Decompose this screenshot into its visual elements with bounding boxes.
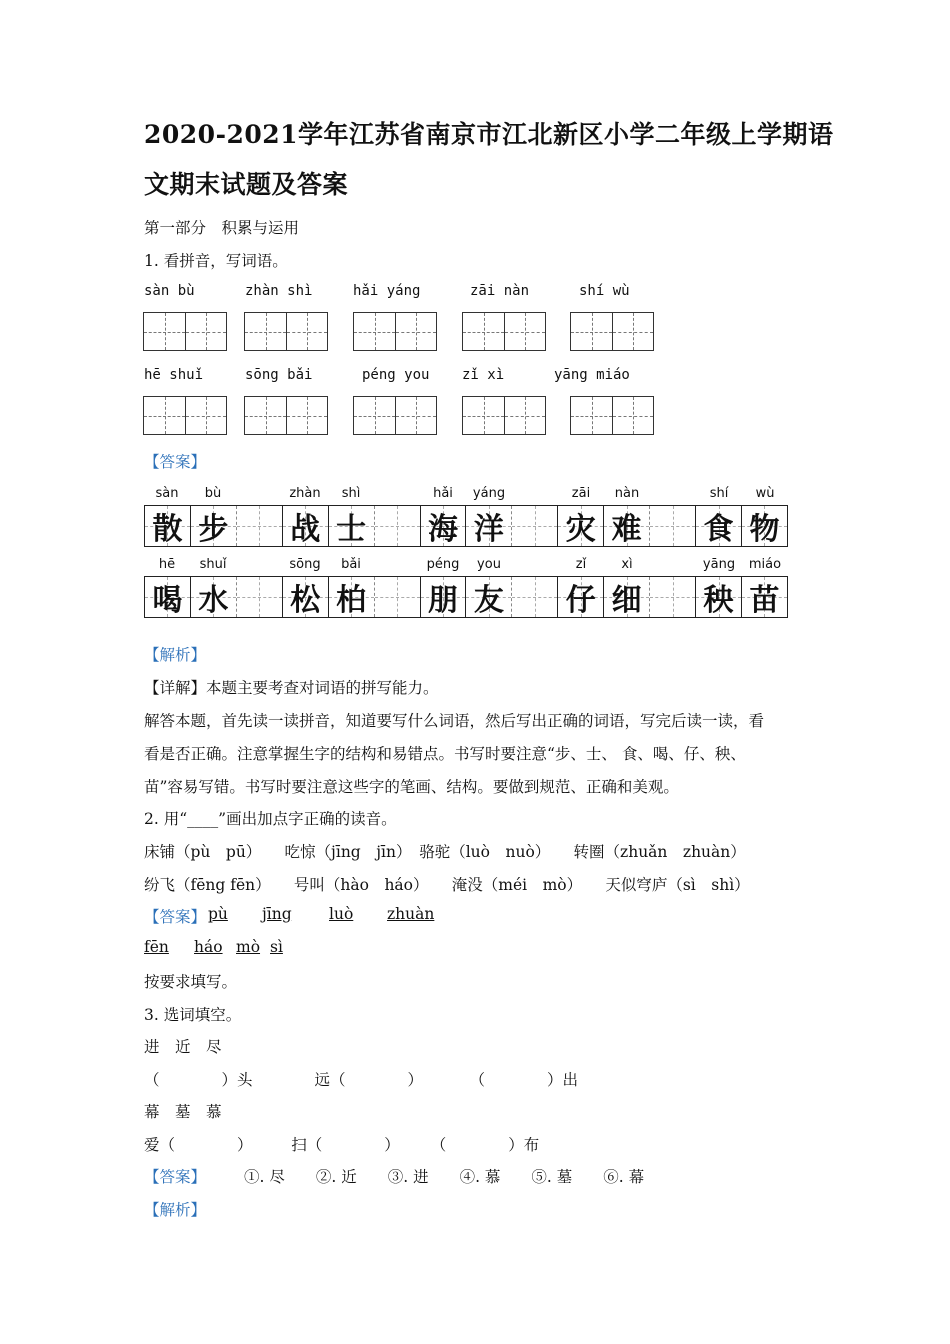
writing-grid	[462, 396, 546, 435]
answer-char: 松	[290, 583, 321, 618]
q2-answer: pù	[208, 905, 228, 923]
answer-char: 灾	[565, 512, 596, 547]
q3-blanks: （ ）头 远（ ） （ ）出	[144, 1071, 579, 1089]
writing-grid	[570, 396, 654, 435]
answer-pinyin: shì	[341, 486, 361, 501]
pinyin-prompt: zǐ xì	[462, 367, 505, 383]
explanation-line: 解答本题，首先读一读拼音，知道要写什么词语，然后写出正确的词语，写完后读一读，看	[144, 712, 765, 730]
q2-options-line: 纷飞（fēng fēn） 号叫（hào háo） 淹没（méi mò） 天似穹庐（sì shì）	[144, 876, 750, 894]
q3-word-choices: 幕 墓 慕	[144, 1103, 222, 1121]
answer-char: 步	[198, 512, 229, 547]
answer-char: 士	[336, 512, 367, 547]
q2-answer: háo	[194, 938, 223, 956]
q3-answers: ①. 尽 ②. 近 ③. 进 ④. 慕 ⑤. 墓 ⑥. 幕	[244, 1168, 645, 1186]
answer-pinyin: zāi	[571, 486, 591, 501]
answer-pinyin: shí	[709, 486, 729, 501]
pinyin-prompt: zāi nàn	[470, 283, 530, 299]
writing-grid	[353, 396, 437, 435]
answer-char: 战	[290, 512, 321, 547]
answer-pinyin: bù	[204, 486, 222, 501]
answer-pinyin: zhàn	[289, 486, 321, 501]
q2-answer: luò	[329, 905, 354, 923]
answer-char: 友	[473, 583, 504, 618]
answer-char: 喝	[152, 583, 183, 618]
answer-pinyin: hǎi	[433, 486, 453, 501]
answer-char: 水	[198, 583, 229, 618]
q2-label: 2. 用“____”画出加点字正确的读音。	[144, 810, 397, 828]
q2-answer: jīng	[262, 905, 292, 923]
pinyin-prompt: shí wù	[579, 283, 630, 299]
answer-pinyin: zǐ	[575, 557, 587, 572]
answer-pinyin: nàn	[614, 486, 640, 501]
answer-tag: 【答案】	[144, 453, 207, 471]
pinyin-prompt: péng you	[362, 367, 430, 383]
answer-char: 秧	[703, 583, 734, 618]
answer-pinyin: wù	[755, 486, 775, 501]
analysis-tag: 【解析】	[144, 646, 207, 664]
answer-pinyin: hē	[158, 557, 176, 572]
pinyin-prompt: hē shuǐ	[144, 367, 204, 383]
answer-tag: 【答案】	[144, 1168, 207, 1186]
q3-word-choices: 进 近 尽	[144, 1038, 222, 1056]
writing-grid	[244, 396, 328, 435]
answer-pinyin: shuǐ	[199, 557, 227, 572]
writing-grid	[143, 396, 227, 435]
answer-char: 柏	[336, 583, 367, 618]
answer-char: 难	[611, 512, 642, 547]
writing-grid	[462, 312, 546, 351]
detail-text: 【详解】本题主要考查对词语的拼写能力。	[144, 679, 439, 697]
answer-pinyin: péng	[426, 557, 460, 572]
answer-char: 散	[152, 512, 183, 547]
answer-char: 苗	[749, 583, 780, 618]
q2-note: 按要求填写。	[144, 973, 238, 991]
answer-char: 食	[703, 512, 734, 547]
q3-blanks: 爱（ ） 扫（ ） （ ）布	[144, 1136, 540, 1154]
q2-answer: zhuàn	[387, 905, 435, 923]
title-line-1: 2020-2021学年江苏省南京市江北新区小学二年级上学期语	[144, 120, 834, 149]
explanation-line: 看是否正确。注意掌握生字的结构和易错点。书写时要注意“步、士、 食、喝、仔、秧、	[144, 745, 746, 763]
answer-char: 物	[749, 512, 780, 547]
answer-char: 海	[427, 512, 458, 547]
pinyin-prompt: zhàn shì	[245, 283, 313, 299]
answer-pinyin: miáo	[748, 557, 782, 572]
section-heading: 第一部分 积累与运用	[144, 219, 300, 237]
pinyin-prompt: yāng miáo	[554, 367, 630, 383]
q2-answer: fēn	[144, 938, 169, 956]
answer-char: 朋	[427, 583, 458, 618]
answer-char: 洋	[473, 512, 504, 547]
writing-grid	[143, 312, 227, 351]
pinyin-prompt: sōng bǎi	[245, 367, 313, 383]
writing-grid	[570, 312, 654, 351]
answer-char: 仔	[565, 583, 596, 618]
answer-grid-row-2	[144, 576, 788, 618]
q2-answer: sì	[270, 938, 283, 956]
answer-pinyin: xì	[621, 557, 633, 572]
writing-grid	[244, 312, 328, 351]
q2-options-line: 床铺（pù pū） 吃惊（jīng jīn） 骆驼（luò nuò） 转圈（zhuǎn zhuàn）	[144, 843, 746, 861]
answer-tag: 【答案】	[144, 908, 207, 926]
explanation-line: 苗”容易写错。书写时要注意这些字的笔画、结构。要做到规范、正确和美观。	[144, 778, 679, 796]
answer-pinyin: you	[477, 557, 501, 572]
answer-pinyin: yáng	[472, 486, 506, 501]
writing-grid	[353, 312, 437, 351]
q1-label: 1. 看拼音，写词语。	[144, 252, 288, 270]
answer-pinyin: sōng	[289, 557, 321, 572]
pinyin-prompt: sàn bù	[144, 283, 195, 299]
answer-char: 细	[611, 583, 642, 618]
answer-pinyin: yāng	[702, 557, 736, 572]
pinyin-prompt: hǎi yáng	[353, 283, 421, 299]
q3-label: 3. 选词填空。	[144, 1006, 242, 1024]
analysis-tag: 【解析】	[144, 1201, 207, 1219]
answer-grid-row-1	[144, 505, 788, 547]
q2-answer: mò	[236, 938, 261, 956]
title-line-2: 文期末试题及答案	[144, 170, 349, 199]
answer-pinyin: sàn	[155, 486, 179, 501]
answer-pinyin: bǎi	[341, 557, 361, 572]
